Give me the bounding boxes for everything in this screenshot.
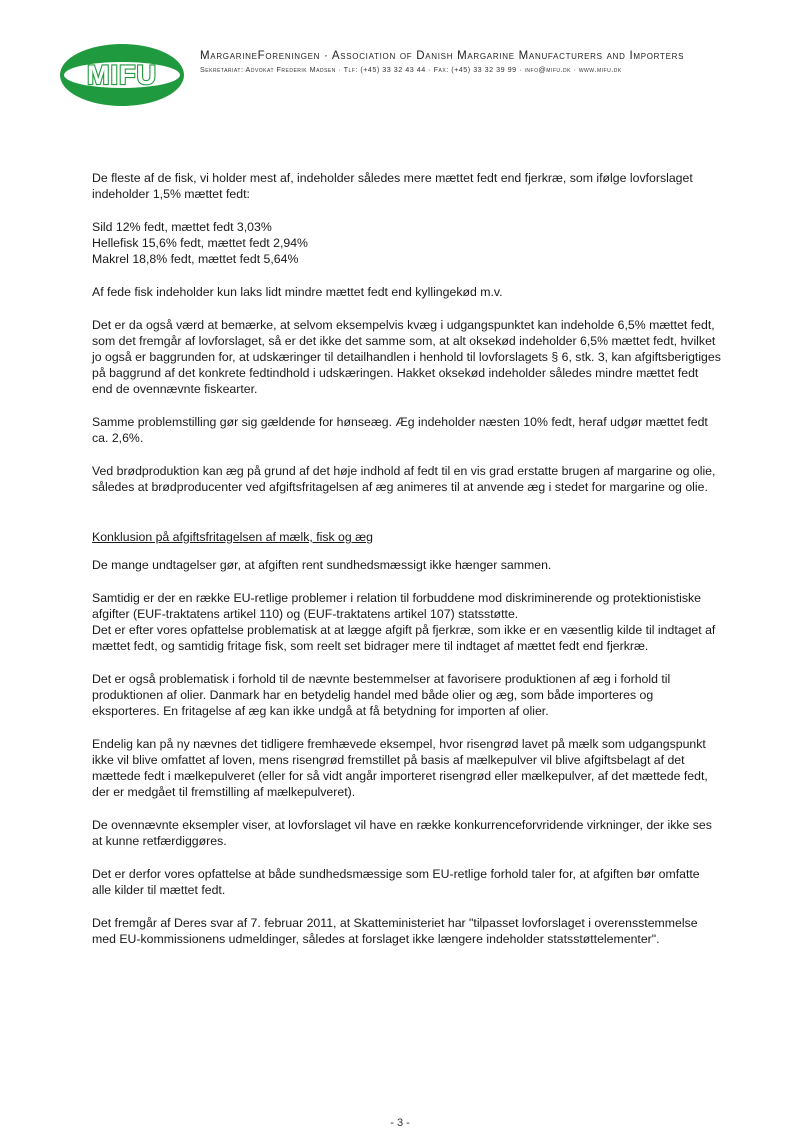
- paragraph: Det er også problematisk i forhold til de nævnte bestemmelser at favorisere produktionen af æg i forhold til produktionen af olier. Danmark har en betydelig handel med både olier og æg, som både importeres og eksporteres. En fritagelse af æg kan ikke undgå at få betydning for importen af olier.: [92, 672, 671, 718]
- section-heading: Konklusion på afgiftsfritagelsen af mælk, fisk og æg: [92, 530, 373, 544]
- paragraph-line: Det er efter vores opfattelse problematisk at at lægge afgift på fjerkræ, som ikke er en væsentlig kilde til indtaget af mættet fedt, og samtidig fritage fisk, som reelt set bidrager mere til indtaget af mættet fedt end fjerkræ.: [92, 623, 716, 653]
- paragraph: Af fede fisk indeholder kun laks lidt mindre mættet fedt end kyllingekød m.v.: [92, 285, 503, 299]
- paragraph: Ved brødproduktion kan æg på grund af det høje indhold af fedt til en vis grad erstatte brugen af margarine og olie, således at brødproducenter ved afgiftsfritagelsen af æg animeres til at anvende æg i stedet for margarine og olie.: [92, 464, 716, 494]
- paragraph-line: Samtidig er der en række EU-retlige problemer i relation til forbuddene mod diskriminerende og protektionistiske afgifter (EUF-traktatens artikel 110) og (EUF-traktatens artikel 107) statsstøtte.: [92, 591, 701, 621]
- paragraph: De ovennævnte eksempler viser, at lovforslaget vil have en række konkurrenceforvridende virkninger, der ikke ses at kunne retfærdiggøres.: [92, 818, 712, 848]
- contact-line: Sekretariat: Advokat Frederik Madsen · Tlf: (+45) 33 32 43 44 · Fax: (+45) 33 32 39 99 · info@mifu.dk · www.mifu.dk: [200, 65, 622, 74]
- paragraph: Endelig kan på ny nævnes det tidligere fremhævede eksempel, hvor risengrød lavet på mælk som udgangspunkt ikke vil blive omfattet af loven, mens risengrød fremstillet på basis af mælkepulver vil blive afgiftsbelagt af det mættede fedt i mælkepulveret (eller for så vidt angår importeret risengrød eller mælkepulver, af det mættede fedt, der er medgået til fremstilling af mælkepulveret).: [92, 737, 708, 799]
- organization-name: MargarineForeningen · Association of Danish Margarine Manufacturers and Importers: [200, 50, 685, 62]
- list-item: Makrel 18,8% fedt, mættet fedt 5,64%: [92, 252, 299, 266]
- paragraph: Samme problemstilling gør sig gældende for hønseæg. Æg indeholder næsten 10% fedt, heraf udgør mættet fedt ca. 2,6%.: [92, 415, 708, 445]
- paragraph: [92, 590, 722, 654]
- page-number: - 3 -: [390, 1117, 410, 1129]
- paragraph: De mange undtagelser gør, at afgiften rent sundhedsmæssigt ikke hænger sammen.: [92, 558, 552, 572]
- list-item: Sild 12% fedt, mættet fedt 3,03%: [92, 220, 272, 234]
- paragraph: Det fremgår af Deres svar af 7. februar 2011, at Skatteministeriet har "tilpasset lovforslaget i overensstemmelse med EU-kommissionens udmeldinger, således at forslaget ikke længere indeholder statsstøttelementer".: [92, 916, 698, 946]
- logo-text: MIFU: [87, 60, 157, 90]
- mifu-logo: [58, 42, 186, 108]
- letter-body: [92, 170, 722, 964]
- letterhead: [200, 50, 780, 74]
- paragraph: Det er da også værd at bemærke, at selvom eksempelvis kvæg i udgangspunktet kan indeholde 6,5% mættet fedt, som det fremgår af lovforslaget, så er det ikke det samme som, at alt oksekød indeholder 6,5% mættet fedt, hvilket jo også er baggrunden for, at udskæringer til detailhandlen i henhold til lovforslagets § 6, stk. 3, kan afgiftsberigtiges på baggrund af det konkrete fedtindhold i udskæringen. Hakket oksekød indeholder således mindre mættet fedt end de ovennævnte fiskearter.: [92, 318, 721, 396]
- paragraph: De fleste af de fisk, vi holder mest af, indeholder således mere mættet fedt end fjerkræ, som ifølge lovforslaget indeholder 1,5% mættet fedt:: [92, 171, 693, 201]
- list-item: Hellefisk 15,6% fedt, mættet fedt 2,94%: [92, 236, 308, 250]
- fish-list: [92, 219, 722, 267]
- paragraph: Det er derfor vores opfattelse at både sundhedsmæssige som EU-retlige forhold taler for, at afgiften bør omfatte alle kilder til mættet fedt.: [92, 867, 700, 897]
